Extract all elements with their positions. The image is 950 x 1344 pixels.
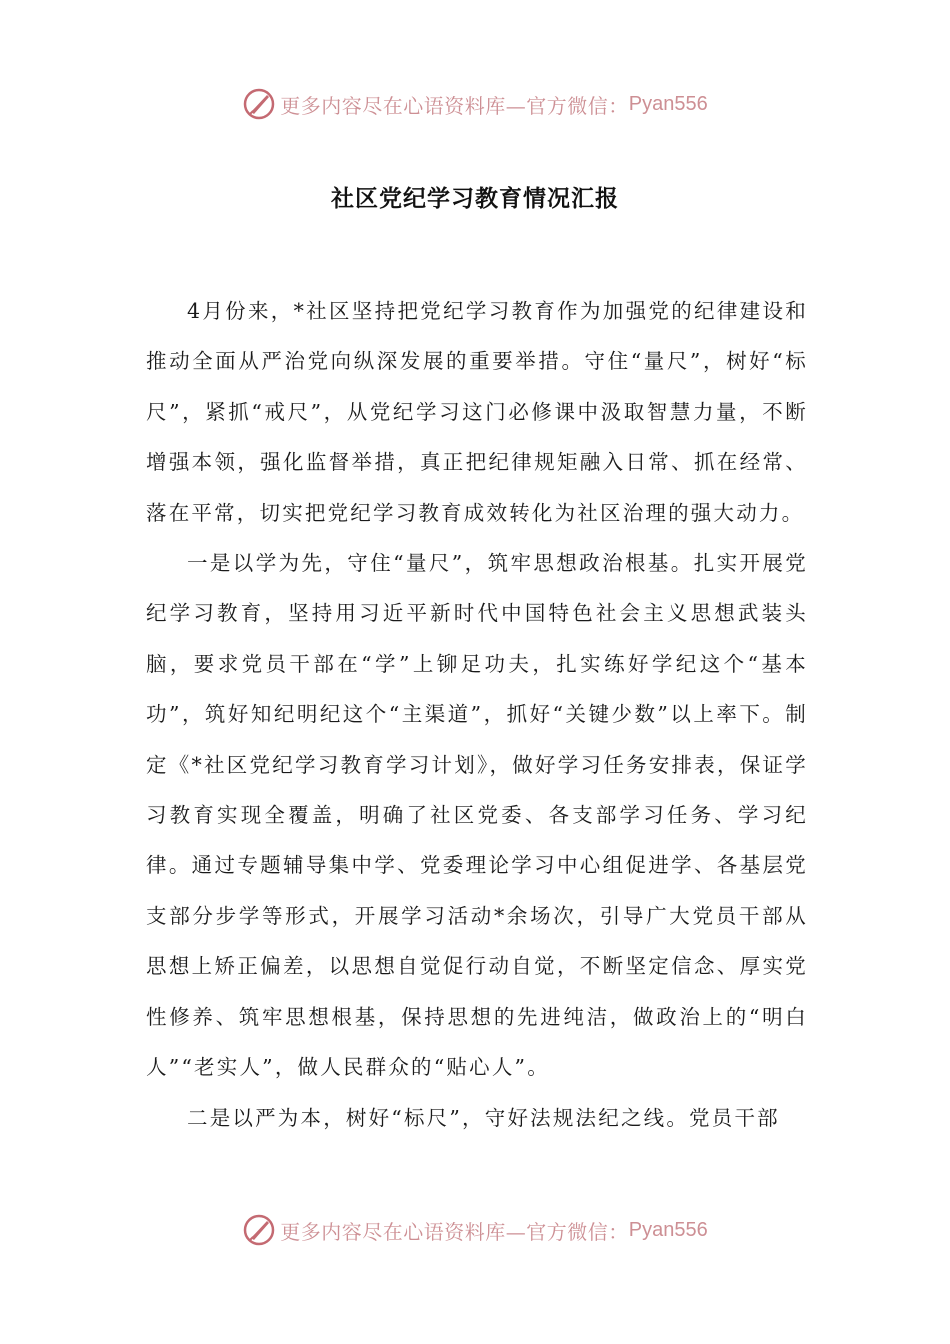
document-title: 社区党纪学习教育情况汇报: [331, 186, 619, 212]
paragraph-section-2: 二是以严为本，树好“标尺”，守好法规法纪之线。党员干部: [187, 1105, 780, 1130]
paragraph-section-1: 一是以学为先，守住“量尺”，筑牢思想政治根基。扎实开展党纪学习教育，坚持用习近平新时代中国特色社会主义思想武装头脑，要求党员干部在“学”上铆足功夫，扎实练好学纪这个“基本功”，筑好知纪明纪这个“主渠道”，抓好“关键少数”以上率下。制定《*社区党纪学习教育学习计划》，做好学习任务安排表，保证学习教育实现全覆盖，明确了社区党委、各支部学习任务、学习纪律。通过专题辅导集中学、党委理论学习中心组促进学、各基层党支部分步学等形式，开展学习活动*余场次，引导广大党员干部从思想上矫正偏差，以思想自觉促行动自觉，不断坚定信念、厚实党性修养、筑牢思想根基，保持思想的先进纯洁，做政治上的“明白人”“老实人”，做人民群众的“贴心人”。: [146, 551, 808, 1080]
quill-logo-icon: [242, 1213, 276, 1247]
watermark-header: [0, 84, 950, 124]
watermark-wechat-id: Pyan556: [628, 1218, 708, 1241]
watermark-text: 更多内容尽在心语资料库—官方微信：: [280, 1219, 629, 1244]
paragraph-intro: 4月份来，*社区坚持把党纪学习教育作为加强党的纪律建设和推动全面从严治党向纵深发展的重要举措。守住“量尺”，树好“标尺”，紧抓“戒尺”，从党纪学习这门必修课中汲取智慧力量，不断增强本领，强化监督举措，真正把纪律规矩融入日常、抓在经常、落在平常，切实把党纪学习教育成效转化为社区治理的强大动力。: [146, 299, 808, 525]
watermark-text: 更多内容尽在心语资料库—官方微信：: [280, 93, 629, 118]
quill-logo-icon: [242, 87, 276, 121]
watermark-wechat-id: Pyan556: [628, 92, 708, 115]
document-body: [146, 286, 808, 1143]
watermark-footer: [0, 1210, 950, 1250]
